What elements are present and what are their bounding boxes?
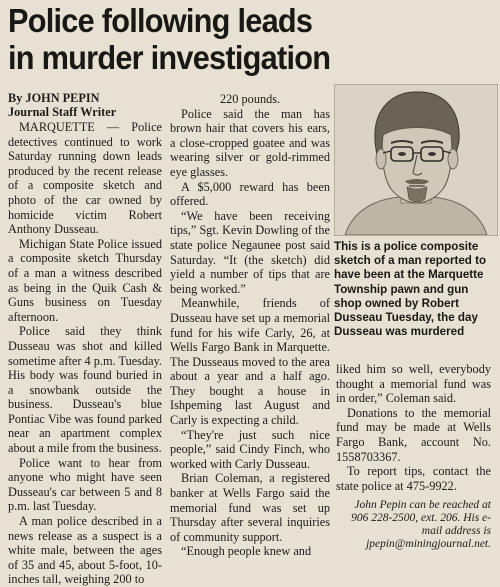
headline xyxy=(8,2,464,76)
byline xyxy=(8,92,162,119)
paragraph: Police want to hear from anyone who might have seen Dusseau's car between 5 and 8 p.m. last Tuesday. xyxy=(8,455,162,514)
paragraph: Police said they think Dusseau was shot and killed sometime after 4 p.m. Tuesday. His body was found buried in a snowbank outside the business. Dusseau's blue Pontiac Vibe was found parked near an apartment complex about a mile from the business. xyxy=(8,324,162,456)
paragraph: MARQUETTE — Police detectives continued to work Saturday running down leads produced by the recent release of a composite sketch and photo of the car owned by homicide victim Robert Anthony Dusseau. xyxy=(8,120,162,237)
paragraph: “They're just such nice people,” said Cindy Finch, who worked with Carly Dusseau. xyxy=(170,427,330,471)
paragraph: Michigan State Police issued a composite sketch Thursday of a man a witness described as being in the Quik Cash & Guns business on Tuesday afternoon. xyxy=(8,236,162,324)
byline-title: Journal Staff Writer xyxy=(8,104,117,119)
author-contact-text: John Pepin can be reached at 906 228-2500, ext. 206. His e-mail address is jpepin@miningjournal.net. xyxy=(351,499,491,551)
paragraph: A $5,000 reward has been offered. xyxy=(170,179,330,209)
paragraph: liked him so well, everybody thought a memorial fund was in order,” Coleman said. xyxy=(336,362,491,406)
paragraph: “Enough people knew and xyxy=(181,544,312,559)
suspect-sketch-image xyxy=(335,85,497,235)
paragraph: 220 pounds. xyxy=(220,92,281,106)
article-column-1 xyxy=(8,92,162,587)
composite-sketch xyxy=(334,84,498,236)
headline-line-1: Police following leads xyxy=(8,2,313,39)
headline-line-2: in murder investigation xyxy=(8,39,331,76)
paragraph: Meanwhile, friends of Dusseau have set up a memorial fund for his wife Carly, 26, at Wells Fargo Bank in Marquette. The Dusseaus moved to the area about a year and a half ago. They bought a house in Ishpeming last August and Carly is expecting a child. xyxy=(170,296,330,428)
paragraph: Police said the man has brown hair that covers his ears, a close-cropped goatee and was wearing silver or gold-rimmed eye glasses. xyxy=(170,106,330,179)
byline-author: By JOHN PEPIN xyxy=(8,91,100,105)
article-column-3 xyxy=(336,362,491,551)
paragraph: To report tips, contact the state police at 475-9922. xyxy=(336,464,491,493)
paragraph: Donations to the memorial fund may be made at Wells Fargo Bank, account No. 1558703367. xyxy=(336,405,491,464)
article-column-2 xyxy=(170,92,330,559)
paragraph: “We have been receiving tips,” Sgt. Kevin Dowling of the state police Negaunee post said Saturday. “It (the sketch) did yield a number of tips that are being worked.” xyxy=(170,208,330,296)
paragraph: Brian Coleman, a registered banker at Wells Fargo said the memorial fund was set up Thursday after several inquiries of community support. xyxy=(170,471,330,544)
photo-caption: This is a police composite sketch of a man reported to have been at the Marquette Township pawn and gun shop owned by Robert Dusseau Tuesday, the day Dusseau was murdered xyxy=(334,240,487,339)
author-contact xyxy=(336,499,491,551)
paragraph: A man police described in a news release as a suspect is a white male, between the ages of 35 and 45, about 5-foot, 10-inches tall, weighing 200 to xyxy=(8,514,162,587)
